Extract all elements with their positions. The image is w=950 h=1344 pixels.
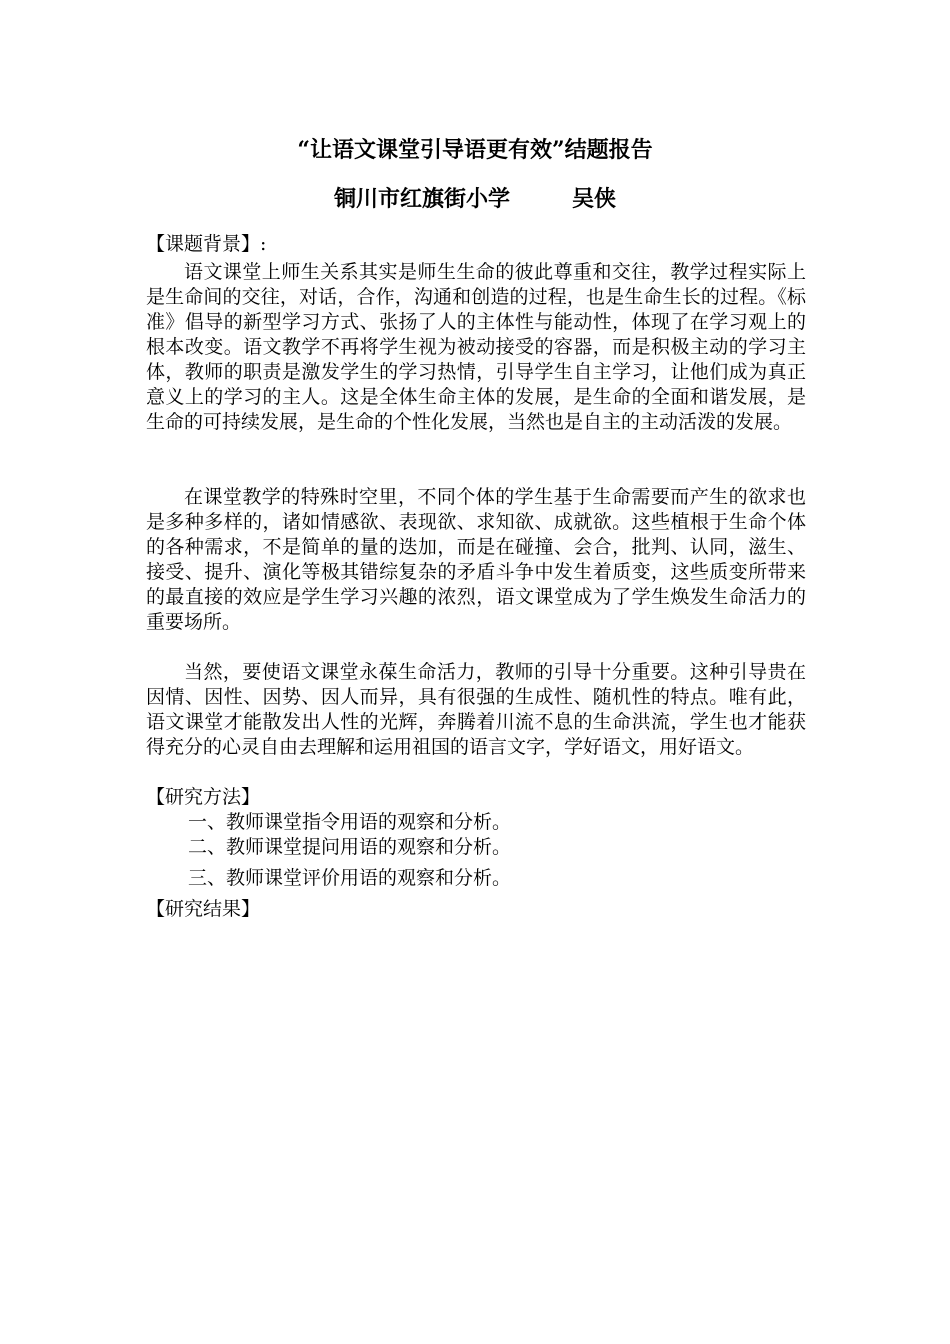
background-paragraph-1: 语文课堂上师生关系其实是师生生命的彼此尊重和交往，教学过程实际上是生命间的交往，对话，合作，沟通和创造的过程，也是生命生长的过程。《标准》倡导的新型学习方式、张扬了人的主体性与能动性，体现了在学习观上的根本改变。语文教学不再将学生视为被动接受的容器，而是积极主动的学习主体，教师的职责是激发学生的学习热情，引导学生自主学习，让他们成为真正意义上的学习的主人。这是全体生命主体的发展，是生命的全面和谐发展，是生命的可持续发展，是生命的个性化发展，当然也是自主的主动活泼的发展。	[146, 261, 806, 433]
method-item-1: 一、教师课堂指令用语的观察和分析。	[188, 811, 512, 833]
author-byline	[0, 185, 950, 213]
author-name: 吴侠	[572, 186, 617, 212]
method-item-2: 二、教师课堂提问用语的观察和分析。	[188, 836, 512, 858]
background-paragraph-2: 在课堂教学的特殊时空里，不同个体的学生基于生命需要而产生的欲求也是多种多样的，诸如情感欲、表现欲、求知欲、成就欲。这些植根于生命个体的各种需求，不是简单的量的迭加，而是在碰撞、会合，批判、认同，滋生、接受、提升、演化等极其错综复杂的矛盾斗争中发生着质变，这些质变所带来的最直接的效应是学生学习兴趣的浓烈，语文课堂成为了学生焕发生命活力的重要场所。	[146, 486, 806, 633]
document-title: “让语文课堂引导语更有效”结题报告	[297, 137, 653, 163]
method-item-3: 三、教师课堂评价用语的观察和分析。	[188, 867, 512, 889]
background-paragraph-3: 当然，要使语文课堂永葆生命活力，教师的引导十分重要。这种引导贵在因情、因性、因势、因人而异，具有很强的生成性、随机性的特点。唯有此，语文课堂才能散发出人性的光辉，奔腾着川流不息的生命洪流，学生也才能获得充分的心灵自由去理解和运用祖国的语言文字，学好语文，用好语文。	[146, 661, 806, 758]
methods-heading: 【研究方法】	[146, 786, 261, 808]
background-heading: 【课题背景】:	[146, 233, 267, 255]
results-heading: 【研究结果】	[146, 898, 261, 920]
school-name: 铜川市红旗街小学	[333, 186, 510, 212]
